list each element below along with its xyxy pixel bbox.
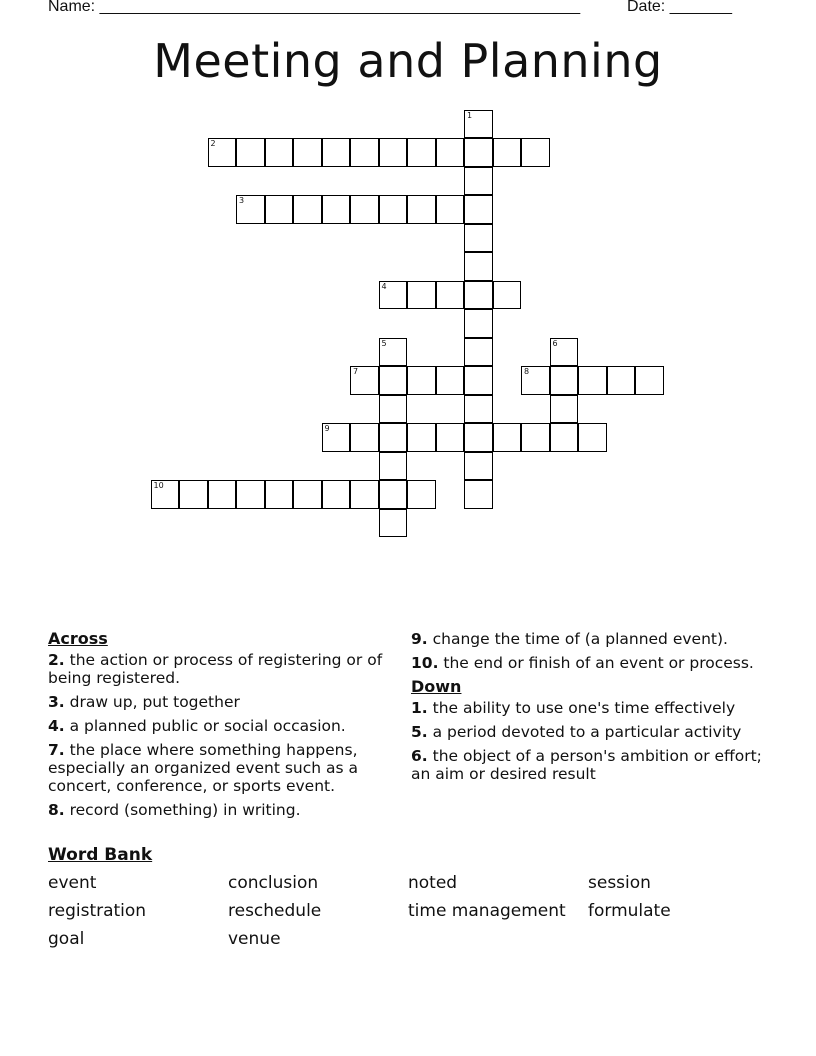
clue-text: the ability to use one's time effectively <box>427 699 736 717</box>
clue-across-4 <box>48 717 393 735</box>
crossword-cell[interactable] <box>293 480 322 509</box>
clue-text: change the time of (a planned event). <box>427 630 728 648</box>
crossword-cell[interactable] <box>550 395 579 424</box>
cell-number: 2 <box>210 139 216 148</box>
cell-number: 8 <box>524 367 530 376</box>
crossword-cell[interactable] <box>265 480 294 509</box>
clues-column-left <box>48 630 393 825</box>
clue-number: 7. <box>48 741 65 759</box>
crossword-cell[interactable] <box>464 252 493 281</box>
crossword-cell[interactable] <box>464 195 493 224</box>
crossword-cell[interactable] <box>407 281 436 310</box>
crossword-cell[interactable] <box>464 338 493 367</box>
crossword-cell[interactable] <box>436 281 465 310</box>
crossword-cell[interactable] <box>322 480 351 509</box>
clue-text: the end or finish of an event or process. <box>438 654 754 672</box>
cell-number: 6 <box>552 338 558 348</box>
crossword-cell[interactable] <box>493 138 522 167</box>
cell-number: 3 <box>239 196 245 205</box>
crossword-cell[interactable] <box>464 423 493 452</box>
word-bank-item: session <box>588 873 651 893</box>
clue-number: 8. <box>48 801 65 819</box>
crossword-cell[interactable] <box>179 480 208 509</box>
crossword-cell[interactable] <box>236 480 265 509</box>
crossword-cell[interactable] <box>464 224 493 253</box>
clue-number: 10. <box>411 654 439 672</box>
clue-number: 6. <box>411 747 428 765</box>
crossword-cell[interactable] <box>521 423 550 452</box>
crossword-cell[interactable] <box>436 423 465 452</box>
crossword-cell[interactable] <box>578 423 607 452</box>
date-field-label: Date: _______ <box>627 0 732 15</box>
crossword-cell[interactable] <box>464 309 493 338</box>
clue-text: draw up, put together <box>64 693 240 711</box>
clue-number: 9. <box>411 630 428 648</box>
crossword-cell[interactable] <box>635 366 664 395</box>
crossword-cell[interactable] <box>407 138 436 167</box>
cell-number: 5 <box>381 338 387 348</box>
crossword-cell[interactable] <box>208 138 237 167</box>
crossword-cell[interactable] <box>550 366 579 395</box>
crossword-cell[interactable] <box>464 110 493 139</box>
crossword-cell[interactable] <box>407 480 436 509</box>
word-bank-item: registration <box>48 901 147 921</box>
clue-across-7 <box>48 741 393 795</box>
crossword-cell[interactable] <box>407 423 436 452</box>
across-heading: Across <box>48 629 108 648</box>
crossword-cell[interactable] <box>379 509 408 538</box>
clue-text: the place where something happens, especially an organized event such as a concert, conference, or sports event. <box>48 741 359 795</box>
crossword-cell[interactable] <box>550 338 579 367</box>
crossword-cell[interactable] <box>350 366 379 395</box>
clue-across-9 <box>411 630 771 648</box>
page-title: Meeting and Planning <box>153 34 663 88</box>
crossword-cell[interactable] <box>379 138 408 167</box>
crossword-cell[interactable] <box>436 195 465 224</box>
word-bank-item: formulate <box>588 901 671 921</box>
crossword-cell[interactable] <box>350 138 379 167</box>
crossword-cell[interactable] <box>151 480 180 509</box>
crossword-cell[interactable] <box>607 366 636 395</box>
clue-down-6 <box>411 747 771 783</box>
word-bank-item: conclusion <box>228 873 319 893</box>
clue-text: the action or process of registering or of being registered. <box>48 651 383 687</box>
crossword-cell[interactable] <box>521 366 550 395</box>
crossword-cell[interactable] <box>265 138 294 167</box>
crossword-cell[interactable] <box>464 395 493 424</box>
clue-across-10 <box>411 654 771 672</box>
clues-column-right <box>411 630 771 789</box>
clue-across-8 <box>48 801 393 819</box>
crossword-cell[interactable] <box>464 138 493 167</box>
clue-number: 3. <box>48 693 65 711</box>
clue-across-3 <box>48 693 393 711</box>
word-bank-item: time management <box>408 901 566 921</box>
crossword-cell[interactable] <box>379 195 408 224</box>
word-bank-item: reschedule <box>228 901 322 921</box>
crossword-cell[interactable] <box>578 366 607 395</box>
crossword-cell[interactable] <box>236 138 265 167</box>
crossword-cell[interactable] <box>293 195 322 224</box>
clue-number: 4. <box>48 717 65 735</box>
clue-text: a period devoted to a particular activity <box>427 723 742 741</box>
word-bank-item: goal <box>48 929 85 949</box>
clue-across-2 <box>48 651 393 687</box>
crossword-cell[interactable] <box>208 480 237 509</box>
crossword-cell[interactable] <box>350 195 379 224</box>
clue-text: a planned public or social occasion. <box>64 717 346 735</box>
name-field-label: Name: ______________________________________________________ <box>48 0 581 15</box>
crossword-cell[interactable] <box>379 395 408 424</box>
clue-text: the object of a person's ambition or effort; an aim or desired result <box>411 747 762 783</box>
word-bank-item: venue <box>228 929 281 949</box>
cell-number: 4 <box>381 281 387 291</box>
crossword-cell[interactable] <box>464 452 493 481</box>
crossword-cell[interactable] <box>436 138 465 167</box>
down-heading: Down <box>411 677 462 696</box>
word-bank-item: event <box>48 873 97 893</box>
cell-number: 9 <box>324 424 330 433</box>
crossword-cell[interactable] <box>379 423 408 452</box>
crossword-cell[interactable] <box>379 338 408 367</box>
crossword-cell[interactable] <box>464 281 493 310</box>
clue-down-1 <box>411 699 771 717</box>
clue-text: record (something) in writing. <box>64 801 301 819</box>
clue-number: 5. <box>411 723 428 741</box>
cell-number: 7 <box>353 367 359 376</box>
crossword-cell[interactable] <box>464 366 493 395</box>
crossword-cell[interactable] <box>379 281 408 310</box>
crossword-cell[interactable] <box>293 138 322 167</box>
word-bank-item: noted <box>408 873 458 893</box>
crossword-cell[interactable] <box>407 366 436 395</box>
crossword-cell[interactable] <box>407 195 436 224</box>
crossword-cell[interactable] <box>236 195 265 224</box>
crossword-cell[interactable] <box>265 195 294 224</box>
crossword-cell[interactable] <box>493 423 522 452</box>
crossword-cell[interactable] <box>464 480 493 509</box>
clue-number: 1. <box>411 699 428 717</box>
crossword-cell[interactable] <box>379 452 408 481</box>
cell-number: 1 <box>467 110 473 120</box>
crossword-cell[interactable] <box>350 423 379 452</box>
crossword-cell[interactable] <box>379 366 408 395</box>
crossword-cell[interactable] <box>350 480 379 509</box>
crossword-cell[interactable] <box>464 167 493 196</box>
clue-down-5 <box>411 723 771 741</box>
cell-number: 10 <box>153 481 164 490</box>
crossword-cell[interactable] <box>493 281 522 310</box>
word-bank <box>48 874 768 949</box>
crossword-cell[interactable] <box>322 195 351 224</box>
crossword-cell[interactable] <box>379 480 408 509</box>
crossword-cell[interactable] <box>322 138 351 167</box>
word-bank-title: Word Bank <box>48 845 153 865</box>
crossword-cell[interactable] <box>322 423 351 452</box>
crossword-cell[interactable] <box>521 138 550 167</box>
crossword-cell[interactable] <box>550 423 579 452</box>
clue-number: 2. <box>48 651 65 669</box>
crossword-cell[interactable] <box>436 366 465 395</box>
